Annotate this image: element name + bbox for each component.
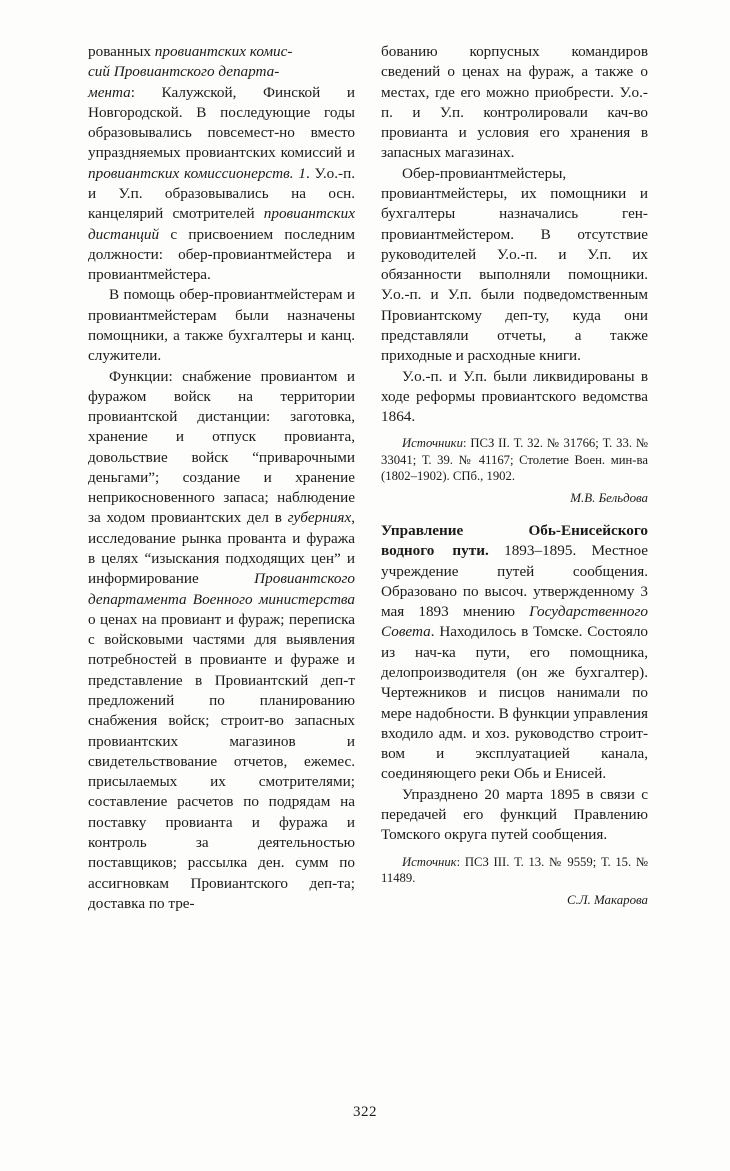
italic-phrase: провиантских комис- сий Провиантского департа- мента [88, 43, 293, 101]
sources-line-1 [381, 435, 648, 485]
italic-phrase-3: провиантских дистанций [88, 205, 355, 243]
paragraph-functions: Функции: снабжение провиантом и фуражом войск на территории провиантской дистанции: заготовка, хранение и отпуск провианта, довольствие войск “приварочными деньгами”; создание и хранение неприкосновенного запаса; наблюдение за ходом провиантских дел в губерниях, исследование рынка прованта и фуража в целях “изыскания подходящих цен” и информирование Провиантского департамента Военного министерства о ценах на провиант и фураж; переписка с войсковыми частями для выявления потребностей в провианте и фураже и представление в Провиантский деп-т предложений по планированию снабжения войск; строит-во запасных провиантских магазинов и свидетельствование отчетов, ежемес. присылаемых их смотрителями; составление расчетов по подрядам на поставку провианта и фуража и контроль за деятельностью поставщиков; рассылка ден. сумм по ассигновкам Провиантского деп-та; доставка по тре- [88, 367, 355, 912]
sources-label-1: Источники [402, 436, 463, 451]
entry-term: Управление Обь-Енисейского водного пути. [381, 522, 648, 560]
left-text-column [88, 42, 355, 1082]
right-text-column [381, 42, 648, 1082]
paragraph-appointments: Обер-провиантмейстеры, провиантмейстеры, их помощники и бухгалтеры назначались ген-провиантмейстером. В отсутствие руководителей У.о.-п. и У.п. их обязанности выполняли помощники. У.о.-п. и У.п. были подведомственным Провиантскому деп-ту, куда они представляли отчеты, а также приходные и расходные книги. [381, 164, 648, 365]
entry-body: 1893–1895. Местное учреждение путей сообщения. Образовано по высоч. утвержденному 3 мая 1893 мнению Государственного Совета. Находилось в Томске. Состояло из нач-ка пути, его помощника, делопроизводителя (он же бухгалтер). Чертежников и писцов нанимали по мере надобности. В функции управления входило адм. и хоз. руководство строит-вом и эксплуатацией канала, соединяющего реки Обь и Енисей. [381, 542, 649, 783]
sources-text-2: : ПСЗ III. Т. 13. № 9559; Т. 15. № 11489. [381, 854, 648, 886]
sources-label-2: Источник [402, 854, 457, 869]
italic-department: Провиантского департамента Военного министерства [88, 570, 355, 608]
sources-text-1: : ПСЗ II. Т. 32. № 31766; Т. 33. № 33041; Т. 39. № 41167; Столетие Воен. мин-ва (1802–1902). СПб., 1902. [381, 436, 648, 484]
paragraph-abolished: Упразднено 20 марта 1895 в связи с передачей его функций Правлению Томского округа путей сообщения. [381, 785, 648, 844]
paragraph-continued-right: бованию корпусных командиров сведений о ценах на фураж, а также о местах, где его можно приобрести. У.о.-п. и У.п. контролировали кач-во провианта и условия его хранения в запасных магазинах. [381, 43, 648, 162]
dictionary-entry-obenisei [381, 521, 648, 785]
paragraph-continued: рованных провиантских комис- сий Провиантского департа- мента: Калужской, Финской и Новгородской. В последующие годы образовывались повсемест-но вместо упраздняемых провиантских комиссий и провиантских комиссионерств. 1. У.о.-п. и У.п. образовывались на осн. канцелярий смотрителей провиантских дистанций с присвоением последним должности: обер-провиантмейстера и провиантмейстера. [88, 43, 355, 284]
paragraph-helpers: В помощь обер-провиантмейстерам и провиантмейстерам были назначены помощники, а также бухгалтеры и канц. служители. [88, 286, 355, 365]
italic-state-council: Государственного Совета [381, 603, 648, 641]
entry-author-2: С.Л. Макарова [567, 892, 648, 907]
paragraph-liquidation: У.о.-п. и У.п. были ликвидированы в ходе реформы провиантского ведомства 1864. [381, 367, 648, 426]
italic-phrase-2: провиантских комиссионерств. 1 [88, 164, 306, 182]
sources-line-2 [381, 854, 648, 887]
two-column-layout [88, 42, 648, 1082]
italic-gubernii: губерниях [287, 509, 352, 527]
entry-author-1: М.В. Бельдова [570, 490, 648, 505]
page-number: 322 [353, 1104, 377, 1120]
